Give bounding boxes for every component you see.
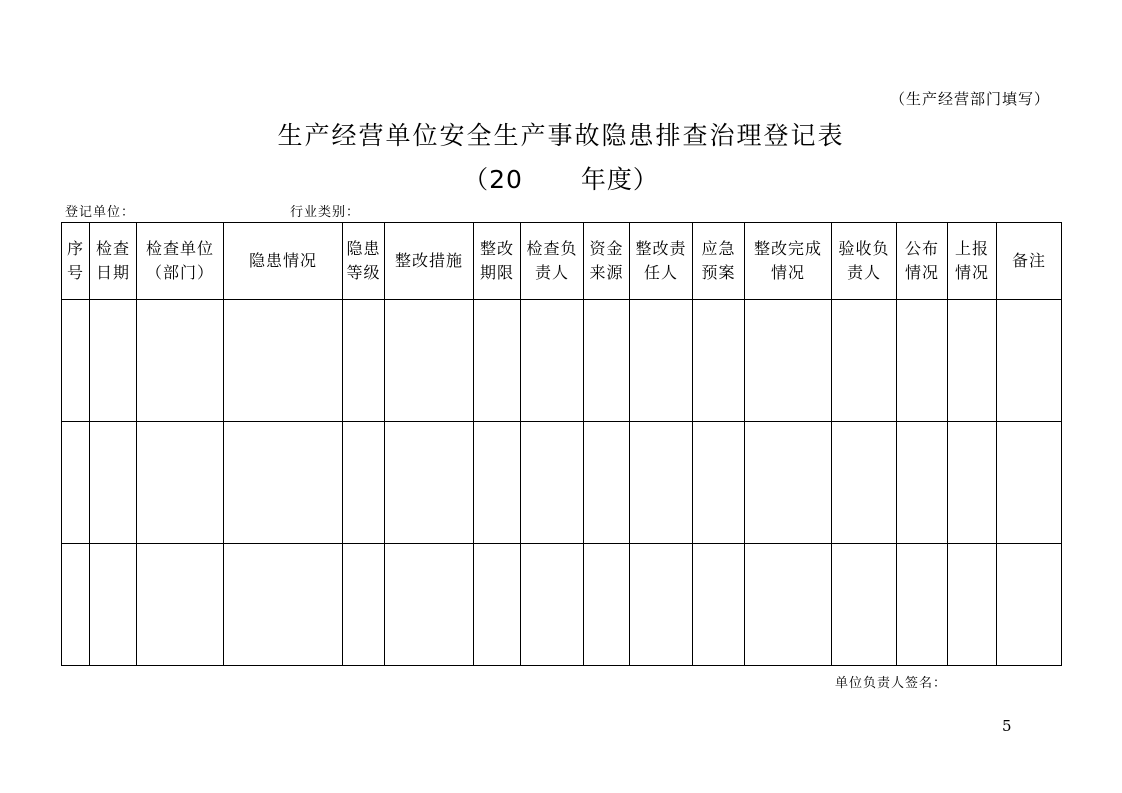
column-header — [693, 223, 745, 300]
table-body — [62, 300, 1062, 666]
table-cell[interactable] — [948, 422, 997, 544]
column-header — [521, 223, 584, 300]
fill-in-note: （生产经营部门填写） — [889, 90, 1050, 108]
column-header-line: 资金 — [589, 239, 624, 258]
table-cell[interactable] — [474, 544, 521, 666]
column-header — [897, 223, 948, 300]
table-cell[interactable] — [474, 422, 521, 544]
table-cell[interactable] — [693, 422, 745, 544]
table-cell[interactable] — [630, 544, 693, 666]
table-cell[interactable] — [897, 300, 948, 422]
table-cell[interactable] — [948, 300, 997, 422]
registration-unit-label: 登记单位： — [65, 205, 136, 220]
year-prefix: （20 — [463, 165, 523, 194]
table-cell[interactable] — [948, 544, 997, 666]
column-header-line: 检查负 — [526, 239, 578, 258]
column-header-line: 情况 — [904, 263, 939, 282]
table-cell[interactable] — [62, 544, 90, 666]
table-cell[interactable] — [62, 422, 90, 544]
column-header-line: 整改 — [479, 239, 514, 258]
column-header — [62, 223, 90, 300]
table-cell[interactable] — [832, 422, 897, 544]
column-header-line: 检查 — [95, 239, 130, 258]
table-row — [62, 544, 1062, 666]
table-cell[interactable] — [693, 300, 745, 422]
table-cell[interactable] — [137, 422, 224, 544]
table-cell[interactable] — [630, 300, 693, 422]
table-cell[interactable] — [521, 422, 584, 544]
page-number: 5 — [1002, 717, 1012, 735]
table-header-row — [62, 223, 1062, 300]
table-cell[interactable] — [630, 422, 693, 544]
column-header — [832, 223, 897, 300]
table-cell[interactable] — [137, 544, 224, 666]
table-cell[interactable] — [997, 544, 1062, 666]
column-header — [997, 223, 1062, 300]
column-header-line: 验收负 — [838, 239, 890, 258]
table-cell[interactable] — [343, 422, 385, 544]
table-cell[interactable] — [997, 422, 1062, 544]
column-header-line: 日期 — [95, 263, 130, 282]
table-cell[interactable] — [745, 544, 832, 666]
column-header — [90, 223, 137, 300]
column-header-line: 整改措施 — [394, 251, 463, 270]
table-cell[interactable] — [521, 300, 584, 422]
table-row — [62, 422, 1062, 544]
table-cell[interactable] — [584, 544, 630, 666]
table-cell[interactable] — [897, 544, 948, 666]
column-header-line: 来源 — [589, 263, 624, 282]
column-header-line: 责人 — [846, 263, 881, 282]
column-header — [584, 223, 630, 300]
column-header-line: 情况 — [770, 263, 805, 282]
column-header-line: 等级 — [346, 263, 381, 282]
column-header-line: 隐患 — [346, 239, 381, 258]
table-cell[interactable] — [693, 544, 745, 666]
column-header — [137, 223, 224, 300]
column-header-line: 应急 — [701, 239, 736, 258]
column-header-line: 整改完成 — [753, 239, 822, 258]
industry-category-label: 行业类别： — [290, 205, 361, 220]
column-header-line: 上报 — [954, 239, 989, 258]
table-cell[interactable] — [474, 300, 521, 422]
column-header-line: 期限 — [479, 263, 514, 282]
hazard-register-table — [61, 222, 1062, 666]
table-cell[interactable] — [897, 422, 948, 544]
table-cell[interactable] — [224, 300, 343, 422]
table-cell[interactable] — [997, 300, 1062, 422]
column-header-line: 公布 — [904, 239, 939, 258]
table-cell[interactable] — [745, 300, 832, 422]
table-cell[interactable] — [224, 422, 343, 544]
column-header — [224, 223, 343, 300]
column-header-line: 情况 — [954, 263, 989, 282]
table-cell[interactable] — [745, 422, 832, 544]
column-header-line: 隐患情况 — [248, 251, 317, 270]
table-cell[interactable] — [137, 300, 224, 422]
table-cell[interactable] — [832, 300, 897, 422]
column-header — [474, 223, 521, 300]
column-header — [630, 223, 693, 300]
form-title: 生产经营单位安全生产事故隐患排查治理登记表 — [277, 121, 845, 150]
table-cell[interactable] — [343, 300, 385, 422]
table-cell[interactable] — [521, 544, 584, 666]
signature-label: 单位负责人签名： — [835, 676, 948, 691]
column-header-line: 责人 — [534, 263, 569, 282]
table-cell[interactable] — [385, 422, 474, 544]
column-header-line: 任人 — [643, 263, 678, 282]
table-cell[interactable] — [90, 300, 137, 422]
column-header-line: 预案 — [701, 263, 736, 282]
table-cell[interactable] — [385, 300, 474, 422]
table-cell[interactable] — [584, 422, 630, 544]
year-suffix: 年度） — [580, 165, 659, 194]
table-cell[interactable] — [90, 544, 137, 666]
column-header-line: 备注 — [1011, 251, 1046, 270]
column-header — [343, 223, 385, 300]
column-header-line: 序 — [66, 239, 84, 258]
table-cell[interactable] — [343, 544, 385, 666]
column-header-line: 整改责 — [635, 239, 687, 258]
table-cell[interactable] — [832, 544, 897, 666]
table-cell[interactable] — [90, 422, 137, 544]
column-header-line: （部门） — [145, 263, 214, 282]
table-cell[interactable] — [62, 300, 90, 422]
table-cell[interactable] — [224, 544, 343, 666]
table-cell[interactable] — [584, 300, 630, 422]
column-header-line: 号 — [66, 263, 84, 282]
table-cell[interactable] — [385, 544, 474, 666]
column-header — [948, 223, 997, 300]
form-year — [0, 160, 1122, 196]
column-header-line: 检查单位 — [145, 239, 214, 258]
column-header — [385, 223, 474, 300]
table-row — [62, 300, 1062, 422]
column-header — [745, 223, 832, 300]
